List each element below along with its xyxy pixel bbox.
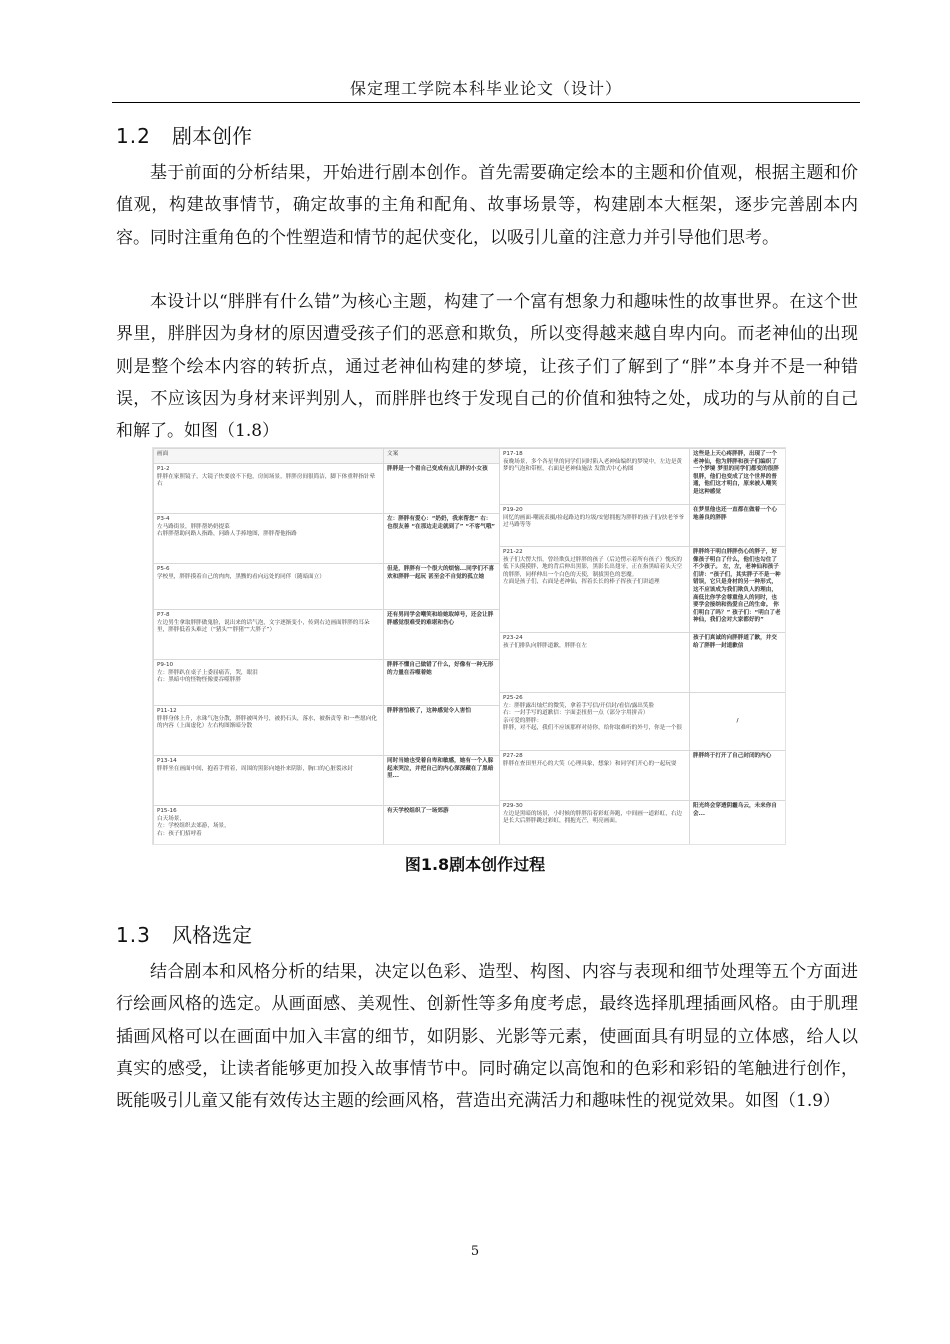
text-cell: 有天学校组织了一场郊游 bbox=[384, 806, 500, 846]
text-cell: 胖胖是一个看自己变成有点儿胖的小女孩 bbox=[384, 464, 500, 514]
table-row bbox=[500, 801, 786, 845]
table-row bbox=[500, 693, 786, 751]
scene-cell: P17-18 夜晚场景，多个各星里的同学们同时陷入老神仙编织的梦境中，左边是黄梦的气泡和带框，右面是老神仙施法 发散式中心构图 bbox=[500, 449, 690, 505]
scene-cell: P13-14 胖胖坐在画面中间，抱着手臂着，周围的黑影向她扑来阴影，胸口的心脏裂冰封 bbox=[154, 756, 384, 806]
table-row bbox=[154, 660, 500, 706]
scene-cell: P7-8 左边男生拿取胖胖做鬼脸，说出来的话气泡，文字逐渐变小，传到右边画面胖胖的耳朵里，胖胖低着头难过（“猪头”“胖猪”“大胖子”） bbox=[154, 610, 384, 660]
script-table-left bbox=[153, 448, 500, 845]
table-row bbox=[154, 564, 500, 610]
table-row bbox=[500, 633, 786, 693]
section-title: 风格选定 bbox=[172, 923, 252, 947]
table-row bbox=[500, 505, 786, 547]
text-cell: 孩子们真诚的向胖胖道了歉，并交给了胖胖一封道歉信 bbox=[690, 633, 786, 693]
table-row bbox=[154, 610, 500, 660]
script-table-right bbox=[499, 448, 786, 845]
text-cell: 胖胖终于打开了自己封闭的内心 bbox=[690, 751, 786, 801]
text-cell: 还有男同学会嘲笑和给她取绰号，还会让胖胖感觉很难受的难堪和伤心 bbox=[384, 610, 500, 660]
scene-cell: P23-24 孩子们排队向胖胖道歉，胖胖在左 bbox=[500, 633, 690, 693]
table-row bbox=[154, 514, 500, 564]
table-row bbox=[500, 751, 786, 801]
section-heading-1-2 bbox=[116, 120, 252, 149]
column-header: 画面 bbox=[154, 449, 384, 464]
scene-cell: P21-22 孩子们大愣大悟，曾经欺负过胖胖的孩子（后边愣示着所有孩子）愧疚的低下头摸摸胖，地的背后伸出黑影，黑影长出翅牙，正在指黑暗着头天空的胖胖，同样伸出一个白色的天使，制拔黑色的恶魔。 左面是孩子们，右面是老神仙，挥着长长的棒子挥孩子们讲道理 bbox=[500, 547, 690, 633]
table-row bbox=[154, 806, 500, 846]
scene-cell: P9-10 左：胖胖趴在桌子上委屈痛苦，哭，眼泪 右：黑暗中的怪物怪像要吞噬胖胖 bbox=[154, 660, 384, 706]
script-table-figure bbox=[152, 447, 786, 845]
scene-cell: P5-6 学校里，胖胖摸着自己的肉肉，黑黢的看向远处的同伴（随暗面立） bbox=[154, 564, 384, 610]
text-cell: / bbox=[690, 693, 786, 751]
column-header: 文案 bbox=[384, 449, 500, 464]
scene-cell: P25-26 左：胖胖露出灿烂的微笑，拿着手写信/开信封/看信/露出笑脸 右：一封手写的道歉信：字面歪扭扭一点（部分字用拼音） 亲可爱的胖胖： 胖胖，对不起，我们不应该那样对待你，给你取难听的外号，你是一个很 bbox=[500, 693, 690, 751]
section-number: 1.2 bbox=[116, 124, 151, 148]
page-header-title: 保定理工学院本科毕业论文（设计） bbox=[349, 79, 622, 98]
table-row bbox=[500, 547, 786, 633]
paragraph: 本设计以“胖胖有什么错”为核心主题，构建了一个富有想象力和趣味性的故事世界。在这个世界里，胖胖因为身材的原因遭受孩子们的恶意和欺负，所以变得越来越自卑内向。而老神仙的出现则是整个绘本内容的转折点，通过老神仙构建的梦境，让孩子们了解到了“胖”本身并不是一种错误，不应该因为身材来评判别人，而胖胖也终于发现自己的价值和独特之处，成功的与从前的自己和解了。如图（1.8） bbox=[116, 292, 858, 442]
text-cell: 胖胖害怕极了，这种感觉令人害怕 bbox=[384, 706, 500, 756]
figure-caption: 图1.8剧本创作过程 bbox=[404, 855, 546, 874]
text-cell: 在梦里他也还一直都在做着一个心地善良的胖胖 bbox=[690, 505, 786, 547]
paragraph: 基于前面的分析结果，开始进行剧本创作。首先需要确定绘本的主题和价值观，根据主题和价值观，构建故事情节，确定故事的主角和配角、故事场景等，构建剧本大框架，逐步完善剧本内容。同时注重角色的个性塑造和情节的起伏变化，以吸引儿童的注意力并引导他们思考。 bbox=[116, 163, 858, 248]
section-heading-1-3 bbox=[116, 919, 252, 948]
page-number: 5 bbox=[470, 1244, 480, 1259]
text-cell: 同时当她也受着自卑和敏感，她有一个人躲起来哭泣，并把自己的内心深深藏在了黑暗里... bbox=[384, 756, 500, 806]
text-cell: 胖胖不懂自己做错了什么，好像有一种无形的力量在吞噬着她 bbox=[384, 660, 500, 706]
section-number: 1.3 bbox=[116, 923, 151, 947]
text-cell: 阳光终会穿透阴霾乌云，未来你自会... bbox=[690, 801, 786, 845]
header-rule bbox=[112, 102, 860, 103]
paragraph: 结合剧本和风格分析的结果，决定以色彩、造型、构图、内容与表现和细节处理等五个方面进行绘画风格的选定。从画面感、美观性、创新性等多角度考虑，最终选择肌理插画风格。由于肌理插画风格可以在画面中加入丰富的细节，如阴影、光影等元素，使画面具有明显的立体感，给人以真实的感受，让读者能够更加投入故事情节中。同时确定以高饱和的色彩和彩铅的笔触进行创作，既能吸引儿童又能有效传达主题的绘画风格，营造出充满活力和趣味性的视觉效果。如图（1.9） bbox=[116, 962, 858, 1112]
table-row bbox=[154, 706, 500, 756]
text-cell: 但是，胖胖有一个很大的烦恼...同学们不喜欢和胖胖一起玩 甚至会不自觉的孤立她 bbox=[384, 564, 500, 610]
text-cell: 这些是上天心疼胖胖，出现了一个老神仙，他为胖胖和孩子们编织了一个梦境 梦里的同学们都变的很胖很胖，他们也变成了这个世界的普通，他们这才明白，原来被人嘲笑是这种感觉 bbox=[690, 449, 786, 505]
scene-cell: P19-20 回忆的画面-嘲流表摄/捡起路边的垃圾/安慰拥抱为胖胖的孩子们/扶老爷爷过马路等等 bbox=[500, 505, 690, 547]
scene-cell: P11-12 胖胖身体上升，水珠气泡分散，胖胖被叫外号，被扔石头，落水，被指责等 和一些愿向化的内容（上面虚化）左右构图渐暗分散 bbox=[154, 706, 384, 756]
table-row bbox=[154, 756, 500, 806]
scene-cell: P29-30 左边是黑暗的场景，小时候的胖胖沿着彩虹奔跑，中间画一道彩虹，右边是长大后胖胖跳过彩虹，拥抱光芒，明亮画面。 bbox=[500, 801, 690, 845]
scene-cell: P27-28 胖胖在查田里开心的大笑（心理具象，想象）和同学们开心的一起玩耍 bbox=[500, 751, 690, 801]
table-row bbox=[500, 449, 786, 505]
table-row bbox=[154, 464, 500, 514]
scene-cell: P15-16 白天场景， 左：学校组织去郊游，场景， 右：孩子们招呼着 bbox=[154, 806, 384, 846]
text-cell: 胖胖终于明白胖胖伤心的胖子，好像孩子明白了什么，他们也勾住了不少孩子。 左，左，老神仙和孩子们讲：“孩子们，其实胖子不是一种错误，它只是身材的另一种形式，这不应该成为我们欺负人的理由，高低比你学会尊重他人的同时，也要学会接纳和热爱自己的生命。 你们明白了吗？” 孩子们：“明白了老神仙，我们会对大家都好的” bbox=[690, 547, 786, 633]
section-title: 剧本创作 bbox=[172, 124, 252, 148]
text-cell: 左：胖胖有爱心：“奶奶，我来帮您” 右：也很友善 “在那边走走就到了” “不客气哦” bbox=[384, 514, 500, 564]
scene-cell: P1-2 胖胖在家照镜子，大镜子快要放不下他，房间场景，胖胖房间很简洁，脚下体重秤指针晕右 bbox=[154, 464, 384, 514]
scene-cell: P3-4 左马路街景，胖胖帮奶奶提菜 右胖胖帮助问路人指路，问路人手捧地图，胖胖帮他指路 bbox=[154, 514, 384, 564]
